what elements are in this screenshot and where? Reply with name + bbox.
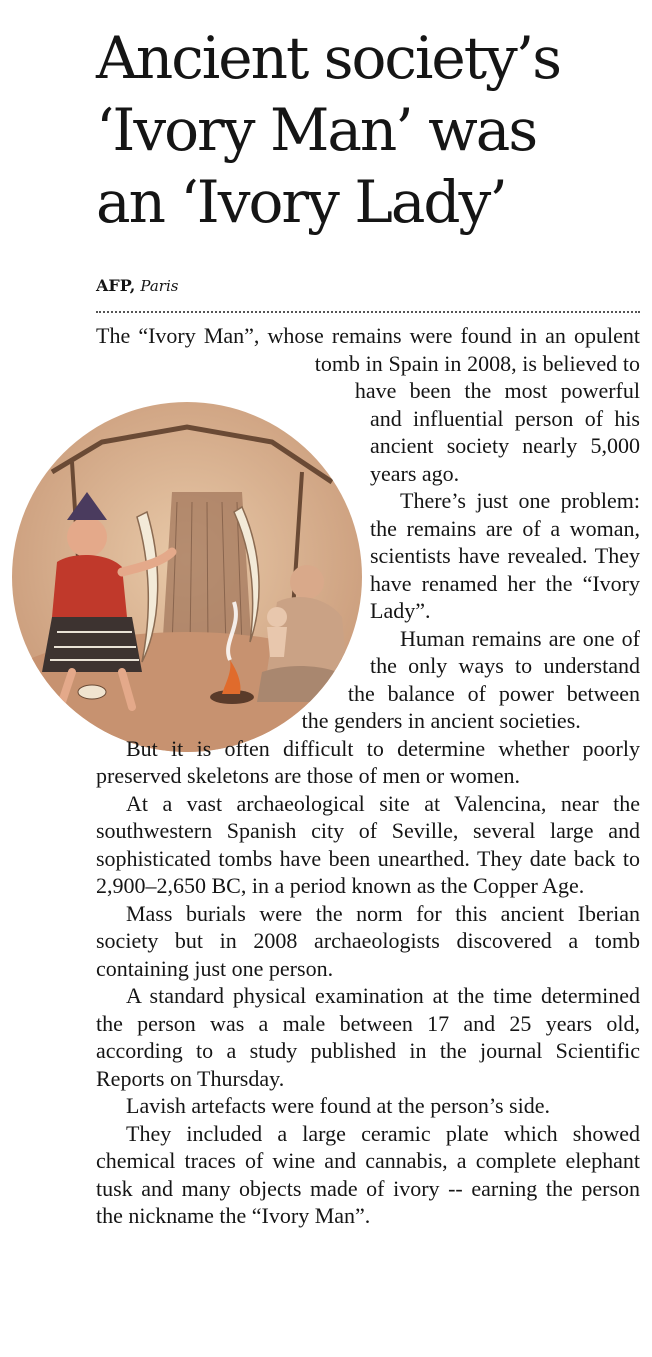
headline-line-2: ‘Ivory Man’ was — [96, 96, 537, 164]
byline — [96, 276, 178, 295]
headline — [96, 22, 636, 238]
article-paragraph: At a vast archaeological site at Valencina, near the southwestern Spanish city of Seville, several large and sophisticated tombs have been unearthed. They date back to 2,900–2,650 BC, in a period known as the Copper Age. — [96, 790, 640, 898]
illustration-wrapper — [12, 402, 362, 752]
article-paragraph: The “Ivory Man”, whose remains were found in an opulent tomb in Spain in 2008, is believed to have been the most powerful and influential person of his ancient society nearly 5,000 years ago. — [96, 323, 640, 486]
copper-age-scene-illustration — [12, 402, 362, 752]
article-paragraph: They included a large ceramic plate which showed chemical traces of wine and cannabis, a complete elephant tusk and many objects made of ivory -- earning the person the nickname the “Ivory Man”. — [96, 1120, 640, 1228]
article-body — [96, 322, 640, 1230]
article-paragraph: Human remains are one of the only ways to understand the balance of power between the genders in ancient societies. — [301, 625, 640, 733]
article-paragraph: Lavish artefacts were found at the person’s side. — [126, 1093, 550, 1118]
illustration-svg — [12, 402, 362, 752]
article-paragraph: Mass burials were the norm for this ancient Iberian society but in 2008 archaeologists discovered a tomb containing just one person. — [96, 900, 640, 981]
byline-place: Paris — [140, 277, 179, 295]
article-paragraph: A standard physical examination at the time determined the person was a male between 17 and 25 years old, according to a study published in the journal Scientific Reports on Thursday. — [96, 983, 640, 1091]
article-paragraph: But it is often difficult to determine whether poorly preserved skeletons are those of men or women. — [96, 735, 640, 788]
headline-line-3: an ‘Ivory Lady’ — [96, 168, 506, 236]
article-paragraph: There’s just one problem: the remains are of a woman, scientists have revealed. They have renamed her the “Ivory Lady”. — [370, 488, 640, 623]
byline-agency: AFP, — [96, 276, 136, 295]
dotted-divider — [96, 311, 640, 313]
headline-line-1: Ancient society’s — [96, 24, 561, 92]
